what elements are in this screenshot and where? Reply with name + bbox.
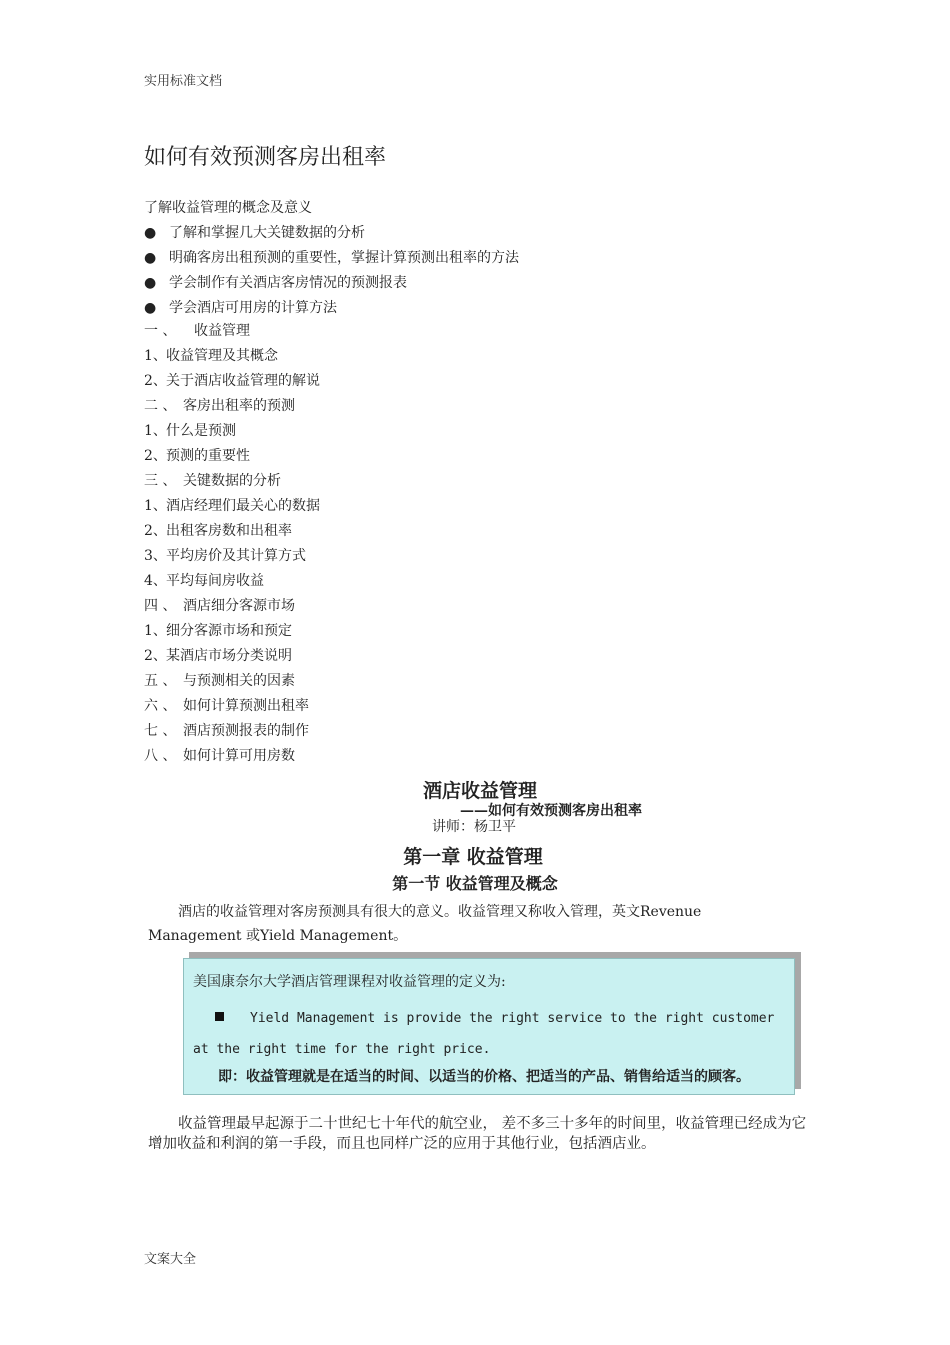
- outline-item: [144, 345, 320, 370]
- footer-note: 文案大全: [144, 1252, 197, 1267]
- outline-text: 酒店经理们最关心的数据: [166, 498, 320, 514]
- bullet-text: 学会制作有关酒店客房情况的预测报表: [169, 275, 407, 291]
- definition-english-text: Yield Management is provide the right service to the right customer at the right time for the right price.: [193, 1011, 775, 1057]
- outline-number: 二 、: [144, 398, 177, 414]
- outline-item: [144, 695, 320, 720]
- outline-item: [144, 545, 320, 570]
- outline-item: [144, 395, 320, 420]
- outline-text: 收益管理及其概念: [166, 348, 278, 364]
- outline-item: [144, 370, 320, 395]
- history-paragraph: 收益管理最早起源于二十世纪七十年代的航空业， 差不多三十多年的时间里，收益管理已经成为它增加收益和利润的第一手段，而且也同样广泛的应用于其他行业，包括酒店业。: [148, 1116, 807, 1152]
- outline-number: 七 、: [144, 723, 177, 739]
- objectives-list: [144, 196, 519, 321]
- outline-text: 什么是预测: [166, 423, 236, 439]
- outline-item: [144, 420, 320, 445]
- outline-item: [144, 645, 320, 670]
- bullet-item: [144, 246, 519, 271]
- outline-number: 2、: [144, 523, 167, 539]
- definition-english: [193, 1003, 785, 1065]
- outline-number: 2、: [144, 648, 167, 664]
- bullet-item: [144, 296, 519, 321]
- outline-number: 2、: [144, 448, 167, 464]
- outline-item: [144, 495, 320, 520]
- definition-chinese: 即：收益管理就是在适当的时间、以适当的价格、把适当的产品、销售给适当的顾客。: [218, 1069, 750, 1085]
- header-note: 实用标准文档: [144, 74, 223, 89]
- outline-text: 如何计算可用房数: [183, 748, 295, 764]
- outline-item: [144, 720, 320, 745]
- outline-number: 三 、: [144, 473, 177, 489]
- outline-text: 酒店细分客源市场: [183, 598, 295, 614]
- intro-paragraph: 酒店的收益管理对客房预测具有很大的意义。收益管理又称收入管理，英文Revenue Management 或Yield Management。: [148, 904, 702, 944]
- outline-number: 1、: [144, 423, 167, 439]
- outline-text: 酒店预测报表的制作: [183, 723, 309, 739]
- definition-box: [183, 958, 795, 1095]
- outline-number: 2、: [144, 373, 167, 389]
- outline-item: [144, 620, 320, 645]
- outline-number: 一 、: [144, 323, 177, 339]
- bullet-icon: ●: [144, 225, 157, 241]
- outline-text: 某酒店市场分类说明: [166, 648, 292, 664]
- outline-text: 关于酒店收益管理的解说: [166, 373, 320, 389]
- square-bullet-icon: [215, 1012, 224, 1021]
- outline-number: 4、: [144, 573, 167, 589]
- outline-number: 六 、: [144, 698, 177, 714]
- slide-subtitle: ——如何有效预测客房出租率: [460, 803, 642, 819]
- outline-item: [144, 595, 320, 620]
- outline-text: 如何计算预测出租率: [183, 698, 309, 714]
- outline-text: 关键数据的分析: [183, 473, 281, 489]
- outline-item: [144, 745, 320, 770]
- outline-text: 平均每间房收益: [166, 573, 264, 589]
- outline-text: 与预测相关的因素: [183, 673, 295, 689]
- bullet-icon: ●: [144, 275, 157, 291]
- slide-lecturer: 讲师：杨卫平: [432, 819, 516, 835]
- outline-number: 四 、: [144, 598, 177, 614]
- course-outline: [144, 320, 320, 770]
- intro-line: 了解收益管理的概念及意义: [144, 200, 312, 216]
- outline-item: [144, 470, 320, 495]
- outline-item: [144, 570, 320, 595]
- bullet-text: 学会酒店可用房的计算方法: [169, 300, 337, 316]
- outline-text: 平均房价及其计算方式: [166, 548, 306, 564]
- definition-heading: 美国康奈尔大学酒店管理课程对收益管理的定义为:: [193, 974, 506, 990]
- bullet-item: [144, 271, 519, 296]
- outline-number: 五 、: [144, 673, 177, 689]
- chapter-heading: 第一章 收益管理: [403, 846, 543, 868]
- outline-text: 预测的重要性: [166, 448, 250, 464]
- outline-text: 客房出租率的预测: [183, 398, 295, 414]
- outline-text: 细分客源市场和预定: [166, 623, 292, 639]
- outline-number: 1、: [144, 498, 167, 514]
- outline-text: 出租客房数和出租率: [166, 523, 292, 539]
- slide-main-title: 酒店收益管理: [422, 780, 537, 802]
- bullet-icon: ●: [144, 300, 157, 316]
- outline-number: 1、: [144, 348, 167, 364]
- bullet-text: 明确客房出租预测的重要性，掌握计算预测出租率的方法: [169, 250, 519, 266]
- outline-number: 1、: [144, 623, 167, 639]
- bullet-text: 了解和掌握几大关键数据的分析: [169, 225, 365, 241]
- outline-number: 3、: [144, 548, 167, 564]
- document-title: 如何有效预测客房出租率: [144, 145, 387, 170]
- outline-item: [144, 520, 320, 545]
- bullet-item: [144, 221, 519, 246]
- outline-item: [144, 320, 320, 345]
- outline-text: 收益管理: [194, 323, 250, 339]
- outline-number: 八 、: [144, 748, 177, 764]
- outline-item: [144, 670, 320, 695]
- bullet-icon: ●: [144, 250, 157, 266]
- section-heading: 第一节 收益管理及概念: [392, 874, 558, 893]
- outline-item: [144, 445, 320, 470]
